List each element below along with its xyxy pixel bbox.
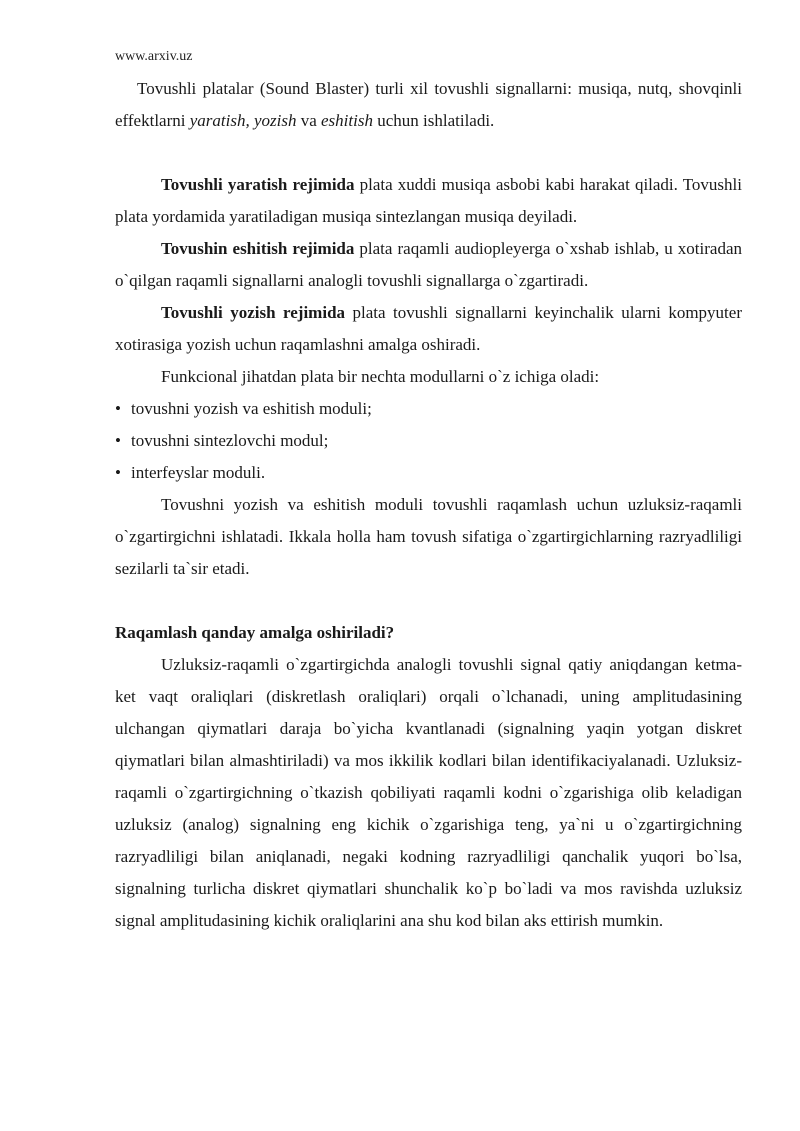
bullet-icon: • [115,431,121,450]
mode-text: plata raqamli audiopleyerga o`xshab ishlab, u xotiradan o`qilgan raqamli signallarni analogli tovushli signallarga o`zgartiradi. [115,239,742,290]
mode-text: plata tovushli signallarni keyinchalik ularni kompyuter xotirasiga yozish uchun raqamlashni amalga oshiradi. [115,303,742,354]
modules-intro: Funkcional jihatdan plata bir nechta modullarni o`z ichiga oladi: [161,367,600,386]
site-header: www.arxiv.uz [115,49,193,64]
mode-text: plata xuddi musiqa asbobi kabi harakat qiladi. Tovushli plata yordamida yaratiladigan musiqa sintezlangan musiqa deyiladi. [115,175,742,226]
mode-title: Tovushin eshitish rejimida [161,239,355,258]
intro-emphasis-2: eshitish [321,111,373,130]
mode-title: Tovushli yaratish rejimida [161,175,355,194]
mode-paragraph-record [115,297,742,361]
module-paragraph: Tovushni yozish va eshitish moduli tovushli raqamlash uchun uzluksiz-raqamli o`zgartirgichni ishlatadi. Ikkala holla ham tovush sifatiga o`zgartirgichlarning razryadliligi sezilarli ta`sir etadi. [115,495,742,578]
intro-paragraph [115,73,742,137]
bullet-icon: • [115,399,121,418]
list-item-text: tovushni yozish va eshitish moduli; [131,399,372,418]
intro-text-1: Tovushli platalar (Sound Blaster) turli xil tovushli signallarni: musiqa, nutq, shovqinli effektlarni [115,79,742,130]
bullet-icon: • [115,463,121,482]
section-heading: Raqamlash qanday amalga oshiriladi? [115,623,395,642]
list-item [115,393,742,425]
intro-text-3: uchun ishlatiladi. [372,111,495,130]
list-item [115,457,742,489]
intro-emphasis-1: yaratish, yozish [189,111,297,130]
section-paragraph: Uzluksiz-raqamli o`zgartirgichda analogli tovushli signal qatiy aniqdangan ketma-ket vaqt oraliqlari (diskretlash oraliqlari) orqali o`lchanadi, uning amplitudasining ulchangan qiymatlari daraja bo`yicha kvantlanadi (signalning yaqin yotgan diskret qiymatlari bilan almashtiriladi) va mos ikkilik kodlari bilan identifikaciyalanadi. Uzluksiz-raqamli o`zgartirgichning o`tkazish qobiliyati raqamli kodni o`zgarishiga olib keladigan uzluksiz (analog) signalning eng kichik o`zgarishiga teng, ya`ni u o`zgartirgichning razryadliligi bilan aniqlanadi, negaki kodning razryadliligi qanchalik yuqori bo`lsa, signalning turlicha diskret qiymatlari shunchalik ko`p bo`ladi va mos ravishda uzluksiz signal amplitudasining kichik oraliqlarini ana shu kod bilan aks ettirish mumkin. [115,655,742,930]
mode-paragraph-create [115,169,742,233]
intro-text-2: va [296,111,322,130]
document-body [115,73,742,937]
list-item [115,425,742,457]
mode-title: Tovushli yozish rejimida [161,303,346,322]
mode-paragraph-play [115,233,742,297]
list-item-text: interfeyslar moduli. [131,463,266,482]
list-item-text: tovushni sintezlovchi modul; [131,431,329,450]
